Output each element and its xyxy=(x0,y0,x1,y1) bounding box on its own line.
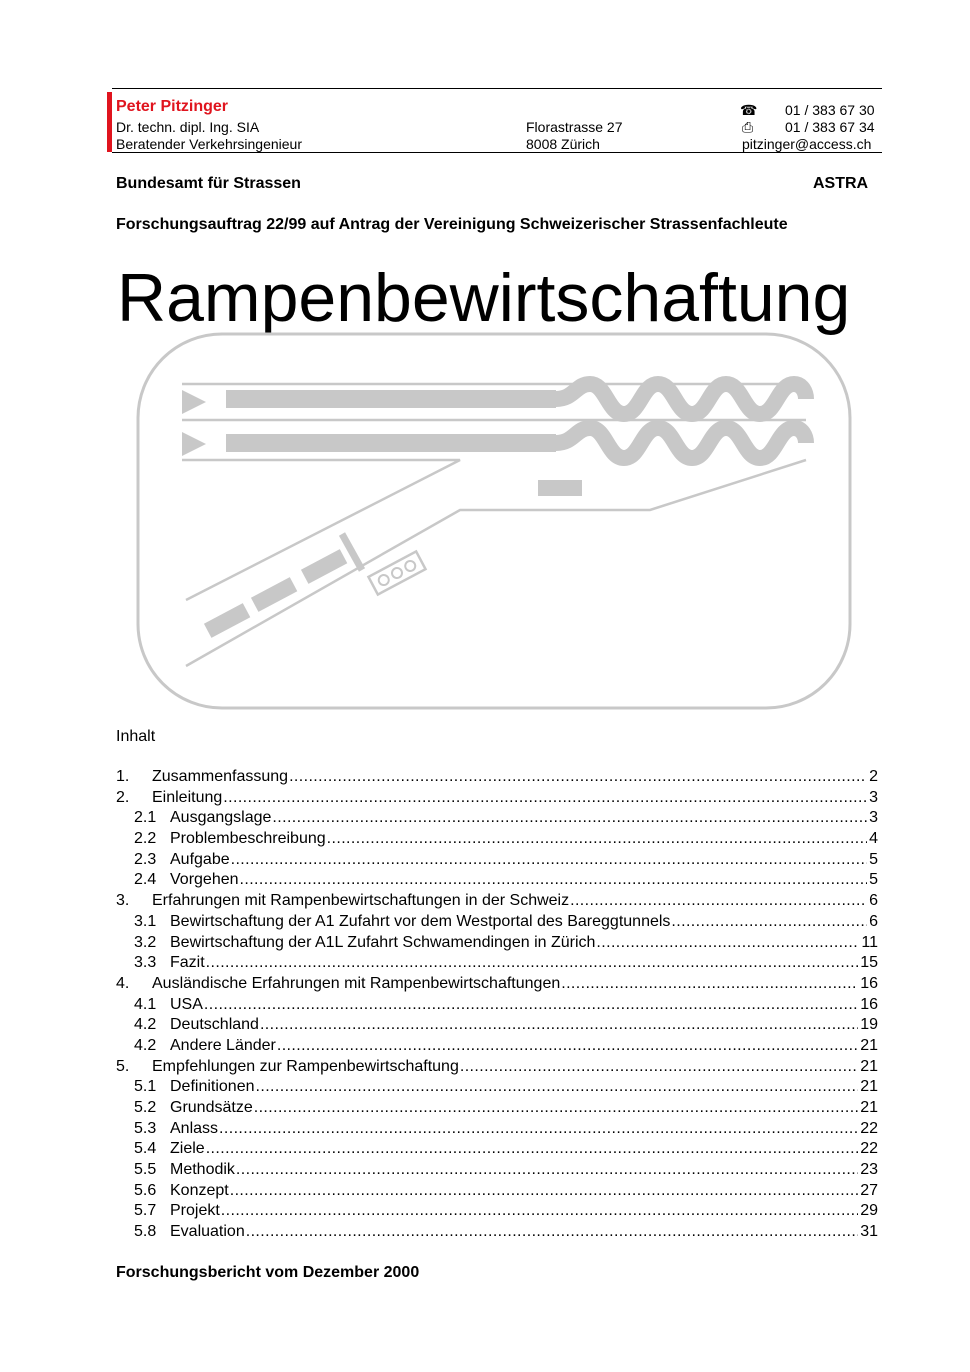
report-date-line: Forschungsbericht vom Dezember 2000 xyxy=(116,1264,420,1281)
author-name: Peter Pitzinger xyxy=(116,98,229,115)
toc-entry[interactable]: 2.3 Aufgabe ..... 5 xyxy=(116,850,878,871)
toc-entry[interactable]: 5.3 Anlass ..... 22 xyxy=(116,1119,878,1140)
toc-entry[interactable]: 4.2 Andere Länder ..... 21 xyxy=(116,1036,878,1057)
toc-entry[interactable]: 3.2 Bewirtschaftung der A1L Zufahrt Schwamendingen in Zürich ..... 11 xyxy=(116,933,878,954)
toc-entry[interactable]: 5.2 Grundsätze ..... 21 xyxy=(116,1098,878,1119)
road-edge-ramp-upper xyxy=(182,460,460,600)
toc-entry[interactable]: 5.6 Konzept ..... 27 xyxy=(116,1181,878,1202)
direction-arrow-lane-1 xyxy=(182,390,206,414)
toc-entry[interactable]: 3.1 Bewirtschaftung der A1 Zufahrt vor dem Westportal des Bareggtunnels ..... 6 xyxy=(116,912,878,933)
client-abbr: ASTRA xyxy=(813,175,869,192)
toc-entry[interactable]: 1. Zusammenfassung ..... 2 xyxy=(116,767,878,788)
road-edge-ramp-lower xyxy=(186,460,806,666)
toc-entry[interactable]: 2.1 Ausgangslage ..... 3 xyxy=(116,808,878,829)
toc-entry[interactable]: 5.4 Ziele ..... 22 xyxy=(116,1139,878,1160)
direction-arrow-lane-2 xyxy=(182,432,206,456)
email-address: pitzinger@access.ch xyxy=(742,136,872,152)
address-city: 8008 Zürich xyxy=(526,136,600,152)
commission-line: Forschungsauftrag 22/99 auf Antrag der Vereinigung Schweizerischer Strassenfachleute xyxy=(116,216,788,233)
ramp-stop-line xyxy=(342,534,362,570)
author-profession: Beratender Verkehrsingenieur xyxy=(116,136,303,152)
traffic-wave-lane-1 xyxy=(556,384,806,414)
ramp-metering-illustration xyxy=(130,326,860,718)
letterhead-bottom-rule xyxy=(112,152,882,153)
toc-entry[interactable]: 2.2 Problembeschreibung ..... 4 xyxy=(116,829,878,850)
toc-entry[interactable]: 2. Einleitung ..... 3 xyxy=(116,788,878,809)
toc-entry[interactable]: 3. Erfahrungen mit Rampenbewirtschaftungen in der Schweiz ..... 6 xyxy=(116,891,878,912)
toc-heading: Inhalt xyxy=(116,728,156,745)
author-degree: Dr. techn. dipl. Ing. SIA xyxy=(116,119,260,135)
letterhead-top-rule xyxy=(112,88,882,89)
toc-entry[interactable]: 5.1 Definitionen ..... 21 xyxy=(116,1077,878,1098)
table-of-contents xyxy=(116,767,878,1243)
address-street: Florastrasse 27 xyxy=(526,119,623,135)
toc-entry[interactable]: 5.5 Methodik ..... 23 xyxy=(116,1160,878,1181)
phone-number: 01 / 383 67 30 xyxy=(785,102,875,118)
toc-entry[interactable]: 4.1 USA ..... 16 xyxy=(116,995,878,1016)
toc-entry[interactable]: 3.3 Fazit ..... 15 xyxy=(116,953,878,974)
merging-car xyxy=(538,480,582,496)
toc-entry[interactable]: 5.8 Evaluation ..... 31 xyxy=(116,1222,878,1243)
page-title: Rampenbewirtschaftung xyxy=(117,260,851,336)
phone-icon: ☎ xyxy=(740,102,758,118)
traffic-queue-lane-1 xyxy=(226,390,556,408)
client-name: Bundesamt für Strassen xyxy=(116,175,301,192)
toc-entry[interactable]: 4. Ausländische Erfahrungen mit Rampenbewirtschaftungen ..... 16 xyxy=(116,974,878,995)
toc-entry[interactable]: 5. Empfehlungen zur Rampenbewirtschaftung ..... 21 xyxy=(116,1057,878,1078)
fax-icon: ⎙ xyxy=(742,119,754,135)
letterhead-accent-bar xyxy=(107,92,112,152)
traffic-wave-lane-2 xyxy=(556,428,806,458)
toc-entry[interactable]: 2.4 Vorgehen ..... 5 xyxy=(116,870,878,891)
traffic-queue-lane-2 xyxy=(226,434,556,452)
toc-entry[interactable]: 5.7 Projekt ..... 29 xyxy=(116,1201,878,1222)
toc-entry[interactable]: 4.2 Deutschland ..... 19 xyxy=(116,1015,878,1036)
fax-number: 01 / 383 67 34 xyxy=(785,119,875,135)
